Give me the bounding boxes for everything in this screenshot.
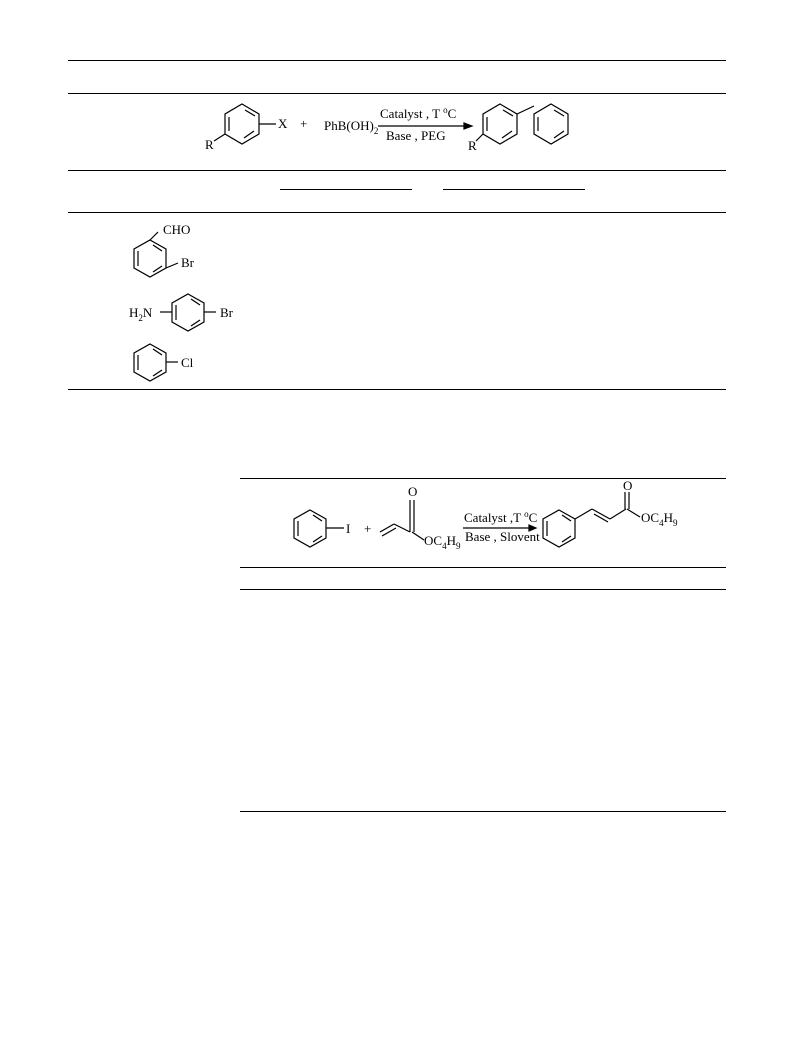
reaction-arrowhead: [464, 123, 472, 129]
substrate-3-chloro-group: Cl: [181, 355, 194, 370]
butyl-cinnamate-structure: [543, 478, 678, 547]
aryl-halide-structure: [205, 104, 288, 152]
boronic-acid-reagent: $PhB(OH)_2$: [324, 118, 379, 136]
butyl-acrylate-structure: [380, 484, 461, 551]
table2-top-rule: [240, 478, 726, 479]
iodobenzene-halide: I: [346, 521, 351, 536]
table1-header-rule: [68, 93, 726, 94]
plus-sign-2: +: [364, 521, 372, 536]
biphenyl-product-structure: [468, 104, 568, 153]
aryl-halide-substituent: R: [205, 137, 214, 152]
table1-subheader-rule: [68, 170, 726, 171]
reaction-condition-bottom: Base , PEG: [386, 128, 446, 143]
product-ester-group: $OC_4H_9$: [641, 510, 678, 528]
plus-sign: +: [300, 116, 308, 131]
iodobenzene-structure: [294, 510, 350, 547]
suzuki-reaction-scheme: [200, 96, 600, 162]
reaction-condition-top: Catalyst , T $^o$C: [380, 105, 457, 121]
aryl-halide-leaving-group: X: [278, 116, 288, 131]
table2-bottom-rule: [240, 811, 726, 812]
heck-condition-bottom: Base , Slovent: [465, 529, 540, 544]
acrylate-carbonyl-oxygen: O: [408, 484, 418, 499]
substrate-4-bromoaniline: [120, 290, 250, 340]
table2-header-rule: [240, 567, 726, 568]
column-group-rule-2: [443, 189, 585, 190]
substrate-chlorobenzene: [120, 340, 210, 388]
table1-body-rule: [68, 212, 726, 213]
acrylate-ester-group: $OC_4H_9$: [424, 533, 461, 551]
substrate-2-bromo-group: Br: [220, 305, 233, 320]
table1-bottom-rule: [68, 389, 726, 390]
heck-reaction-scheme: [280, 478, 700, 562]
table1-top-rule: [68, 60, 726, 61]
product-carbonyl-oxygen: O: [623, 478, 633, 493]
substrate-1-top-group: CHO: [163, 222, 191, 237]
product-substituent: R: [468, 138, 477, 153]
substrate-1-side-group: Br: [181, 255, 194, 270]
table2-body-rule: [240, 589, 726, 590]
substrate-2-amine-group: $H_2N$: [129, 305, 153, 323]
heck-condition-top: Catalyst ,T $^o$C: [464, 509, 538, 525]
column-group-rule-1: [280, 189, 412, 190]
substrate-2-bromobenzaldehyde: [120, 218, 210, 284]
